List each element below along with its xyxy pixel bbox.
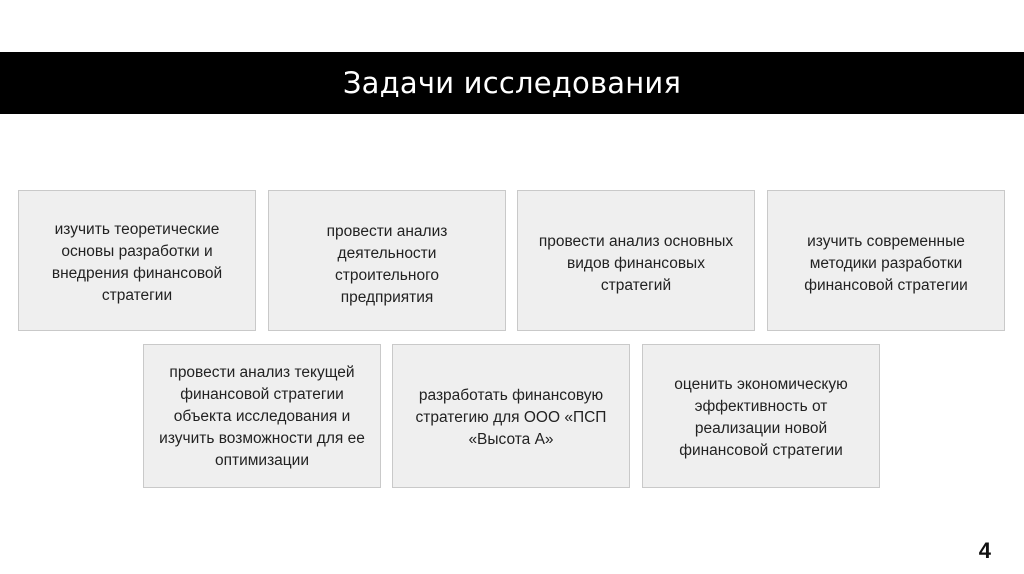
title-bar [0, 52, 1024, 114]
task-box-6 [392, 344, 630, 488]
task-text-1: изучить теоретические основы разработки и внедрения финансовой стратегии [51, 221, 223, 304]
slide-title: Задачи исследования [342, 66, 682, 100]
task-text-2: провести анализ деятельности строительного предприятия [326, 223, 448, 306]
task-box-5 [143, 344, 381, 488]
page-number: 4 [978, 538, 991, 563]
task-text-7: оценить экономическую эффективность от реализации новой финансовой стратегии [674, 376, 848, 459]
task-box-7 [642, 344, 880, 488]
task-text-4: изучить современные методики разработки финансовой стратегии [804, 233, 968, 294]
task-text-3: провести анализ основных видов финансовых стратегий [538, 233, 734, 294]
task-box-2 [268, 190, 506, 331]
task-box-1 [18, 190, 256, 331]
task-box-4 [767, 190, 1005, 331]
task-box-3 [517, 190, 755, 331]
task-text-6: разработать финансовую стратегию для ООО «ПСП «Высота А» [415, 387, 607, 448]
task-text-5: провести анализ текущей финансовой стратегии объекта исследования и изучить возможности для ее оптимизации [159, 364, 365, 469]
